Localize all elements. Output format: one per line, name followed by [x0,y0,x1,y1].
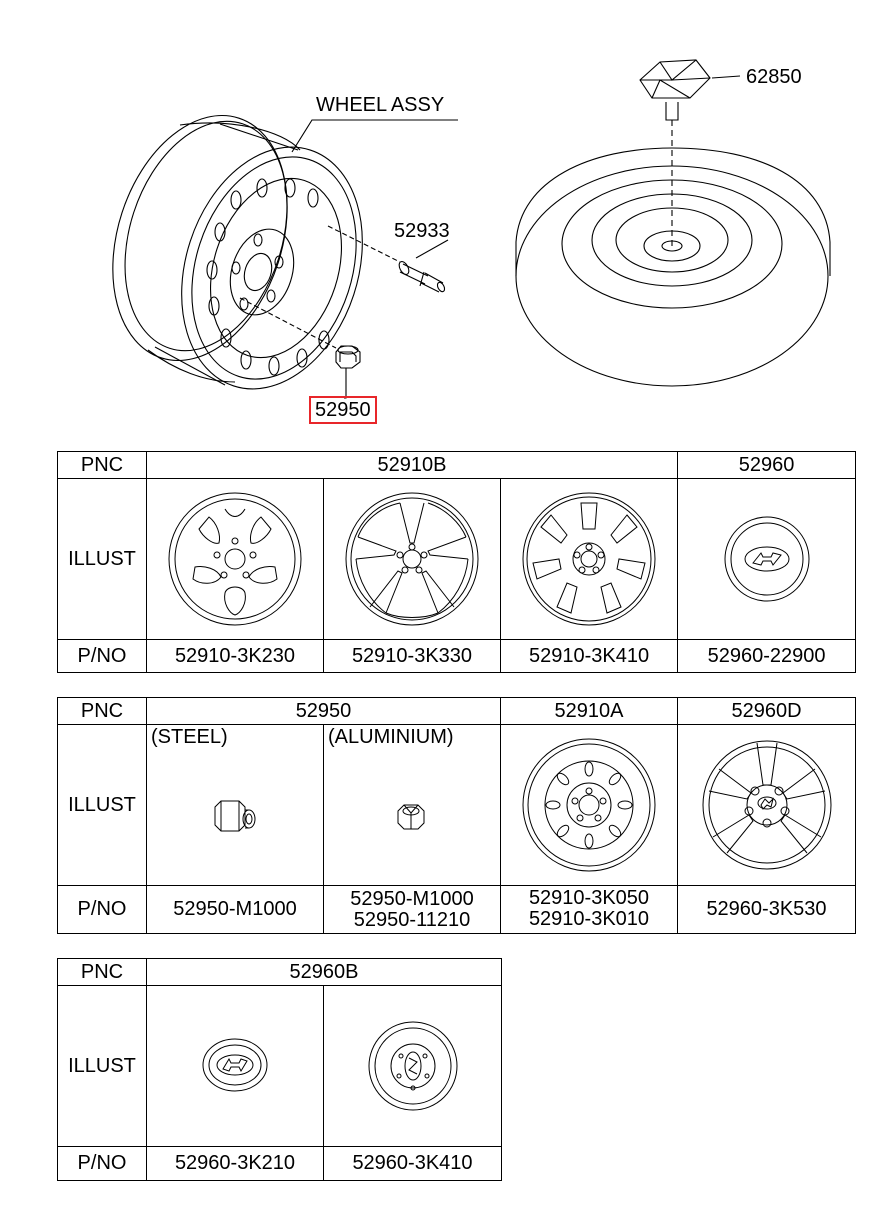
parts-table-2 [57,697,856,934]
part-number: 52950-M1000 [147,886,324,934]
pnc-cell: 52950 [147,698,501,725]
part-number: 52960-3K530 [678,886,856,934]
pnc-cell: 52910B [147,452,678,479]
sub-label-aluminium: (ALUMINIUM) [328,726,454,748]
part-number: 52910-3K050 [528,887,650,909]
row-label-pnc: PNC [58,452,147,479]
row-label-pno: P/NO [58,886,147,934]
illust-alloy-wheel-1 [147,479,324,640]
pnc-cell: 52960 [678,452,856,479]
callout-wheel-assy: WHEEL ASSY [316,94,445,116]
part-number-pair [324,886,501,934]
illust-alloy-wheel-2 [324,479,501,640]
pnc-cell: 52960B [147,959,502,986]
part-number: 52950-11210 [353,908,471,931]
illust-wheel-cover [678,725,856,886]
row-label-pno: P/NO [58,1147,147,1181]
callout-spare-bolt: 62850 [746,66,802,88]
row-label-illust: ILLUST [58,986,147,1147]
illust-center-cap-3 [324,986,502,1147]
part-number: 52910-3K010 [528,908,650,930]
row-label-pnc: PNC [58,959,147,986]
illust-steel-nut [147,725,324,886]
illust-center-cap-1 [678,479,856,640]
part-number: 52910-3K330 [324,640,501,673]
sub-label-steel: (STEEL) [151,726,228,748]
part-number: 52910-3K230 [147,640,324,673]
parts-table-3 [57,958,502,1181]
illust-center-cap-2 [147,986,324,1147]
part-number: 52960-3K210 [147,1147,324,1181]
part-number: 52960-22900 [678,640,856,673]
part-number-pair [501,886,678,934]
pnc-cell: 52960D [678,698,856,725]
illust-steel-wheel [501,725,678,886]
row-label-pno: P/NO [58,640,147,673]
row-label-pnc: PNC [58,698,147,725]
pnc-cell: 52910A [501,698,678,725]
callout-valve: 52933 [394,220,450,242]
illust-alloy-wheel-3 [501,479,678,640]
illust-aluminium-nut [324,725,501,886]
spare-tire [516,166,828,386]
part-number: 52950-M1000 [350,887,474,910]
callout-nut-highlighted[interactable]: 52950 [309,396,377,424]
parts-table-1 [57,451,856,673]
row-label-illust: ILLUST [58,479,147,640]
part-number: 52910-3K410 [501,640,678,673]
row-label-illust: ILLUST [58,725,147,886]
wheel-back-rim [83,93,317,383]
part-number: 52960-3K410 [324,1147,502,1181]
